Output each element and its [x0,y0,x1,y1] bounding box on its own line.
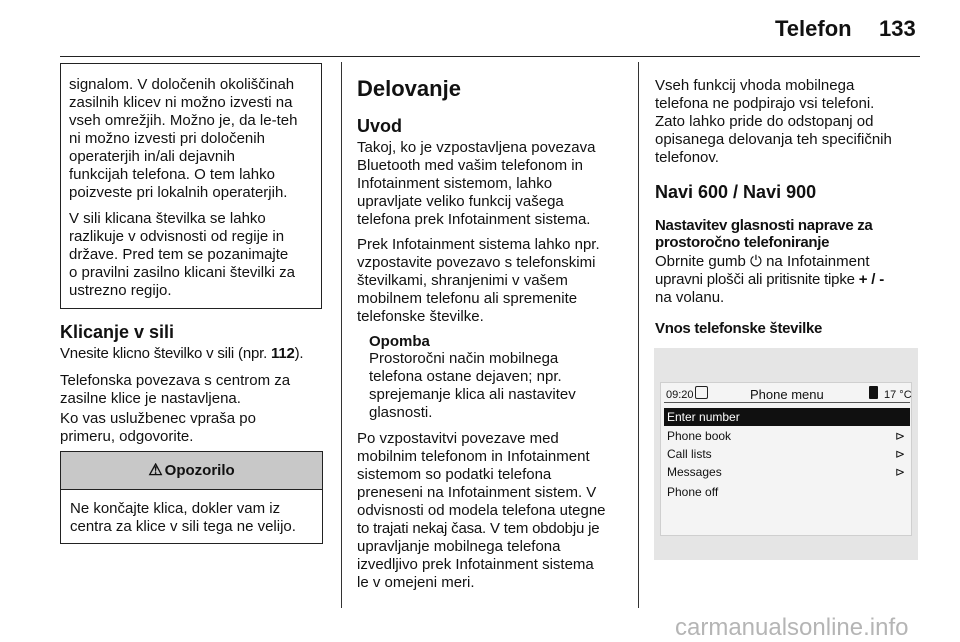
submenu-arrow-icon: ⊳ [894,429,905,443]
infotainment-screen [654,348,918,560]
paragraph-line: Infotainment sistemom, lahko [357,175,553,192]
screen-temperature: 17 °C [884,389,912,401]
warning-box [60,451,323,544]
box-line: funkcijah telefona. O tem lahko [69,166,275,183]
box-line: vseh omrežjih. Možno je, da le-teh [69,112,298,129]
paragraph-line: Takoj, ko je vzpostavljena povezava [357,139,596,156]
paragraph-line: zasilne klice je nastavljena. [60,390,241,407]
menu-item-enter-number[interactable] [664,408,910,426]
profile-icon [695,386,708,399]
warning-icon: ⚠ [148,462,163,479]
emergency-intro [60,345,303,363]
warning-title: Opozorilo [164,462,235,479]
screen-clock: 09:20 [666,389,694,401]
screen-title: Phone menu [750,387,824,402]
paragraph-line: telefona ne podpirajo vsi telefoni. [655,95,875,112]
box-line: države. Pred tem se pozanimajte [69,246,289,263]
menu-item-label: Phone book [667,429,732,443]
subheading-enter-number: Vnos telefonske številke [655,320,823,337]
volume-instruction-1 [655,253,870,271]
paragraph-line: telefona prek Infotainment sistema. [357,211,591,228]
menu-item-label: Call lists [667,447,712,461]
volume-instruction-2 [655,271,884,289]
heading-navi: Navi 600 / Navi 900 [655,182,817,202]
box-line: ni možno izvesti pri določenih [69,130,265,147]
box-line: ustrezno regijo. [69,282,172,299]
paragraph-line: izvedljivo prek Infotainment sistema [357,556,594,573]
subheading-intro: Uvod [357,116,402,136]
text-span: upravni plošči ali pritisnite tipke [655,271,859,288]
note-line: telefona ostane dejaven; npr. [369,368,562,385]
paragraph-line: telefonske številke. [357,308,484,325]
subheading-volume: prostoročno telefoniranje [655,234,830,251]
box-line: o pravilni zasilno klicani številki za [69,264,295,281]
paragraph-line: preneseni na Infotainment sistem. V [357,484,597,501]
paragraph-line: upravljanje mobilnega telefona [357,538,561,555]
paragraph-line: upravljate veliko funkcij vašega [357,193,564,210]
paragraph-line: primeru, odgovorite. [60,428,194,445]
paragraph-line: to trajati nekaj časa. V tem obdobju je [357,520,600,537]
page-number: 133 [879,16,916,41]
emergency-info-box [60,63,322,309]
paragraph-line: Vseh funkcij vhoda mobilnega [655,77,855,94]
paragraph-line: sistemom so podatki telefona [357,466,552,483]
menu-item-phone-book[interactable] [664,427,910,445]
paragraph-line: vzpostavite povezavo s telefonskimi [357,254,596,271]
paragraph-line: Bluetooth med vašim telefonom in [357,157,583,174]
box-line: razlikuje v odvisnosti od regije in [69,228,285,245]
page-reference: 112 [271,345,295,362]
menu-item-call-lists[interactable] [664,445,910,463]
paragraph-line: mobilnem telefonu ali spremenite [357,290,578,307]
paragraph-line: telefonov. [655,149,719,166]
menu-item-label: Phone off [667,485,719,499]
volume-keys: + / - [858,271,884,288]
box-line: operaterjih in/ali dejavnih [69,148,235,165]
menu-item-messages[interactable] [664,463,910,481]
knob-icon: ⏻ [750,253,762,270]
warning-header [61,452,322,490]
paragraph-line: številkami, shranjenimi v vašem [357,272,568,289]
note-line: Prostoročni način mobilnega [369,350,559,367]
paragraph-line: Telefonska povezava s centrom za [60,372,291,389]
paragraph-line: Ko vas uslužbenec vpraša po [60,410,256,427]
box-line: V sili klicana številka se lahko [69,210,266,227]
intro-suffix: ). [294,345,304,362]
intro-prefix: Vnesite klicno številko v sili (npr. [60,345,272,362]
text-span: Obrnite gumb [655,253,751,270]
note-line: sprejemanje klica ali nastavitev [369,386,576,403]
menu-item-label: Enter number [667,410,740,424]
column-divider-2 [638,62,639,608]
watermark: carmanualsonline.info [675,614,909,641]
box-line: zasilnih klicev ni možno izvesti na [69,94,293,111]
note-line: glasnosti. [369,404,433,421]
note-title: Opomba [369,333,430,350]
paragraph-line: Zato lahko pride do odstopanj od [655,113,874,130]
paragraph-line: mobilnim telefonom in Infotainment [357,448,590,465]
subheading-volume: Nastavitev glasnosti naprave za [655,217,873,234]
column-divider-1 [341,62,342,608]
warning-line: Ne končajte klica, dokler vam iz [70,500,281,517]
section-title-emergency-call: Klicanje v sili [60,322,175,342]
screen-separator [664,402,910,403]
heading-operation: Delovanje [357,76,461,101]
paragraph-line: odvisnosti od modela telefona utegne [357,502,606,519]
menu-item-label: Messages [667,465,722,479]
text-span: na Infotainment [761,253,870,270]
header-rule [60,56,920,57]
paragraph-line: le v omejeni meri. [357,574,475,591]
submenu-arrow-icon: ⊳ [894,465,905,479]
box-line: poizveste pri lokalnih operaterjih. [69,184,288,201]
menu-item-phone-off[interactable] [664,483,910,501]
paragraph-line: opisanega delovanja teh specifičnih [655,131,892,148]
submenu-arrow-icon: ⊳ [894,447,905,461]
warning-line: centra za klice v sili tega ne velijo. [70,518,296,535]
paragraph-line: Po vzpostavitvi povezave med [357,430,559,447]
paragraph-line: Prek Infotainment sistema lahko npr. [357,236,600,253]
page-header-title: Telefon [775,16,852,41]
box-line: signalom. V določenih okoliščinah [69,76,295,93]
volume-instruction-3: na volanu. [655,289,725,306]
phone-status-icon [869,386,878,399]
